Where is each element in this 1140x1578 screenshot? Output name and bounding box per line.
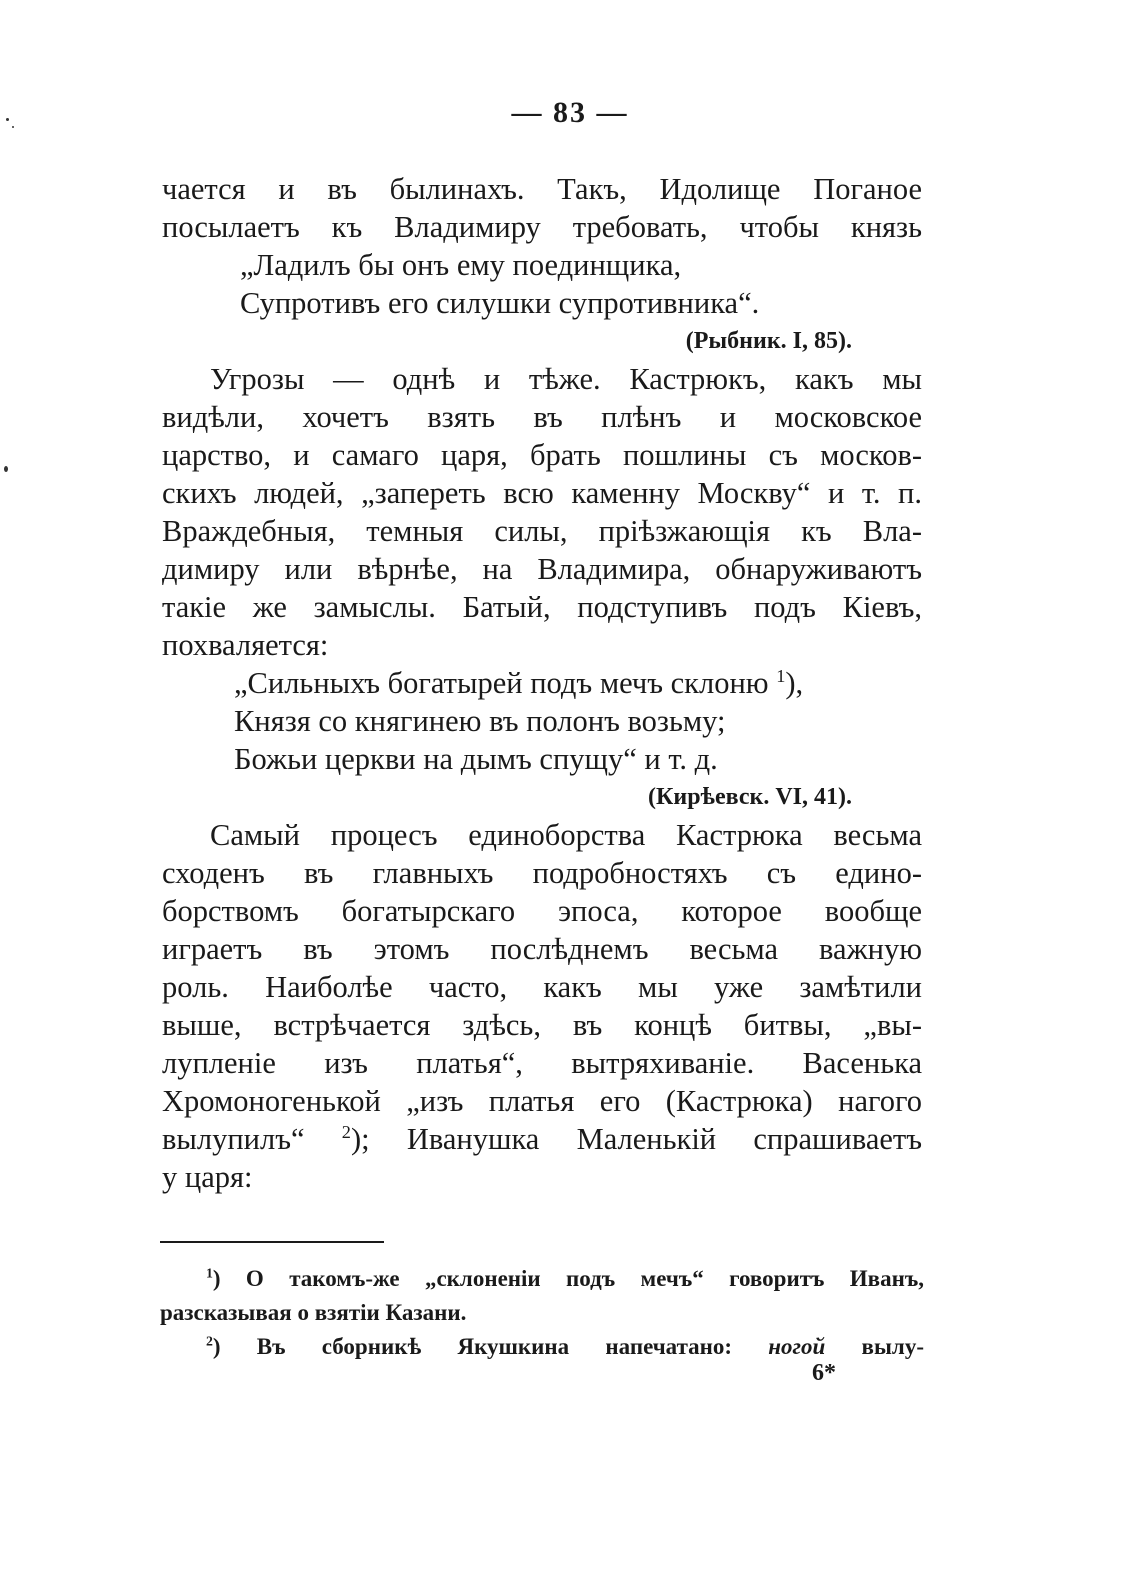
- scan-speck: [4, 466, 8, 472]
- verse-line: [162, 664, 922, 702]
- footnote-2: [160, 1330, 924, 1364]
- text-line: борствомъ богатырскаго эпоса, которое вообще: [162, 894, 922, 928]
- text-line: похваляется:: [162, 628, 329, 662]
- text-line: посылаетъ къ Владимиру требовать, чтобы князь: [162, 210, 922, 244]
- text-line: лупленіе изъ платья“, вытряхиваніе. Васенька: [162, 1046, 922, 1080]
- verse-line: Божьи церкви на дымъ спущу“ и т. д.: [234, 742, 718, 776]
- verse-text-end: ),: [785, 666, 804, 700]
- footnote-1-cont: разсказывая о взятіи Казани.: [160, 1300, 467, 1325]
- text-line: Враждебныя, темныя силы, пріѣзжающія къ Вла-: [162, 514, 922, 548]
- page-number-header: — 83 —: [511, 96, 629, 129]
- text-fragment: вылупилъ“: [162, 1122, 342, 1156]
- text-line: такіе же замыслы. Батый, подступивъ подъ Кіевъ,: [162, 590, 922, 624]
- footnote-italic: ногой: [768, 1334, 826, 1359]
- text-line: Самый процесъ единоборства Кастрюка весьма: [210, 818, 922, 852]
- text-fragment: ); Иванушка Маленькій спрашиваетъ: [350, 1122, 922, 1156]
- citation: (Рыбник. I, 85).: [685, 328, 852, 354]
- footnote-marker: 1: [776, 665, 786, 686]
- footnote-marker: 2: [341, 1121, 351, 1142]
- main-text: [162, 170, 922, 1196]
- text-line: играетъ въ этомъ послѣднемъ весьма важную: [162, 932, 922, 966]
- text-line: сходенъ въ главныхъ подробностяхъ съ едино-: [162, 856, 922, 890]
- text-line: Хромоногенькой „изъ платья его (Кастрюка) нагого: [162, 1084, 922, 1118]
- text-line: роль. Наиболѣе часто, какъ мы уже замѣтили: [162, 970, 922, 1004]
- text-line: у царя:: [162, 1160, 253, 1194]
- footnote-separator: [160, 1241, 384, 1243]
- footnote-1: [160, 1262, 924, 1296]
- footnote-text: ) О такомъ-же „склоненіи подъ мечъ“ говоритъ Иванъ,: [212, 1266, 924, 1291]
- verse-line: Супротивъ его силушки супротивника“.: [240, 286, 760, 320]
- verse-line: Князя со княгинею въ полонъ возьму;: [234, 704, 726, 738]
- text-line: димиру или вѣрнѣе, на Владимира, обнаруживаютъ: [162, 552, 922, 586]
- verse-text: „Сильныхъ богатырей подъ мечъ склоню: [234, 666, 769, 700]
- text-line: царство, и самаго царя, брать пошлины съ москов-: [162, 438, 922, 472]
- text-line: скихъ людей, „запереть всю каменну Москву“ и т. п.: [162, 476, 922, 510]
- footnote-marker: 2: [206, 1333, 213, 1349]
- footnote-text-end: вылу-: [825, 1334, 924, 1359]
- text-line: [162, 1120, 922, 1158]
- footnotes: [160, 1262, 924, 1364]
- text-line: видѣли, хочетъ взять въ плѣнъ и московское: [162, 400, 922, 434]
- text-line: Угрозы — однѣ и тѣже. Кастрюкъ, какъ мы: [210, 362, 922, 396]
- citation: (Кирѣевск. VI, 41).: [647, 784, 852, 810]
- text-line: чается и въ былинахъ. Такъ, Идолище Поганое: [162, 172, 922, 206]
- text-line: выше, встрѣчается здѣсь, въ концѣ битвы, „вы-: [162, 1008, 922, 1042]
- verse-line: „Ладилъ бы онъ ему поединщика,: [240, 248, 682, 282]
- footnote-marker: 1: [206, 1265, 213, 1281]
- footnote-text: ) Въ сборникѣ Якушкина напечатано:: [212, 1334, 769, 1359]
- signature-mark: 6*: [812, 1360, 836, 1386]
